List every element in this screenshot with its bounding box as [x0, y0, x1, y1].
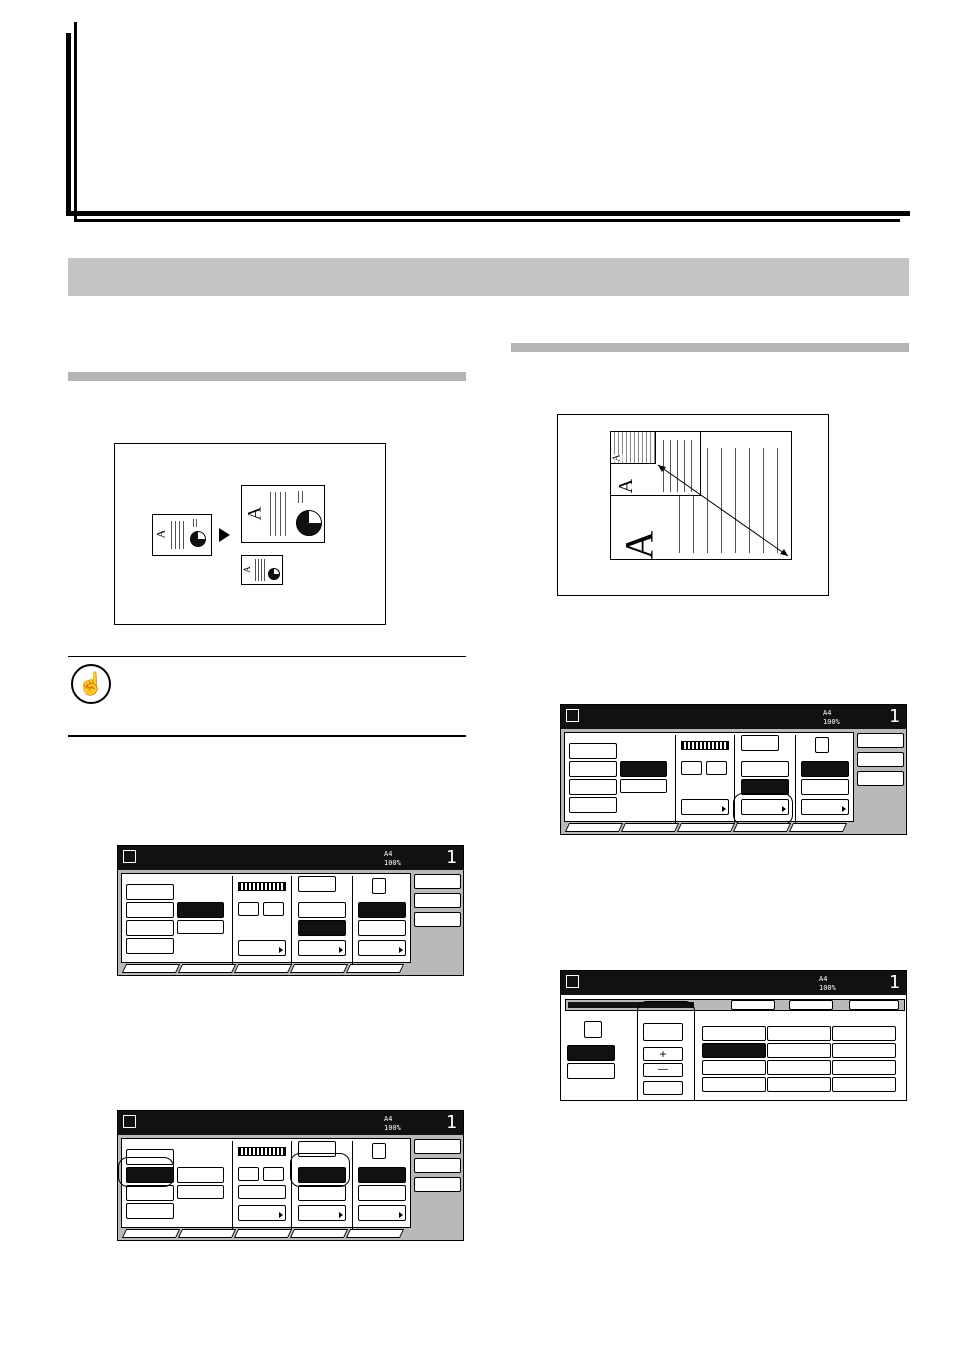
zoom-screen — [560, 970, 907, 1101]
note-rule-top — [68, 656, 466, 657]
paper-size: A4 — [819, 975, 828, 983]
preset-ratio-button[interactable] — [767, 1043, 831, 1058]
paper-size: A4 — [384, 850, 393, 858]
tab-settings[interactable] — [789, 823, 847, 832]
side-option-button[interactable] — [857, 771, 904, 786]
zoom-display — [298, 876, 336, 892]
right-section-bar — [511, 343, 909, 352]
letter-a: A — [241, 566, 252, 573]
paper-size: A4 — [384, 1115, 393, 1123]
zoom-mode-icon — [584, 1021, 602, 1038]
exposure-lighter-button[interactable] — [238, 1167, 259, 1181]
exposure-more-button[interactable] — [238, 1205, 286, 1221]
exposure-lighter-button[interactable] — [681, 761, 702, 775]
bypass-button[interactable] — [177, 920, 224, 934]
exposure-meter — [238, 882, 286, 891]
quality-more-button[interactable] — [358, 940, 406, 956]
original-page — [152, 514, 212, 556]
panel-header — [118, 1111, 463, 1135]
exposure-mode-button[interactable] — [238, 1185, 286, 1199]
exposure-darker-button[interactable] — [263, 1167, 284, 1181]
letter-a: A — [611, 454, 623, 462]
auto-paper-button[interactable] — [177, 1167, 224, 1183]
pie-graphic — [190, 531, 206, 547]
chapter-frame-rule — [66, 211, 910, 216]
original-icon — [566, 709, 579, 722]
paper-drawer-button[interactable] — [569, 797, 617, 813]
original-icon — [123, 850, 136, 863]
cancel-button[interactable] — [789, 1000, 833, 1010]
quality-mode-button[interactable] — [358, 902, 406, 918]
side-option-button[interactable] — [857, 752, 904, 767]
pointing-hand-icon: ☝ — [71, 664, 111, 704]
paper-drawer-button[interactable] — [126, 1203, 174, 1219]
auto-zoom-button[interactable] — [741, 761, 789, 777]
zoom-ratio: 100% — [384, 859, 401, 867]
copy-count: 1 — [889, 972, 900, 993]
preset-ratio-button[interactable] — [702, 1060, 766, 1075]
preset-ratio-button-selected[interactable] — [702, 1043, 766, 1058]
letter-a: A — [615, 478, 638, 494]
paper-drawer-button[interactable] — [126, 902, 174, 918]
highlight-drawer — [118, 1157, 174, 1187]
letter-a: A — [244, 506, 266, 521]
original-icon — [566, 975, 579, 988]
exposure-meter — [681, 741, 729, 750]
side-option-button[interactable] — [414, 1139, 461, 1154]
auto-paper-button[interactable] — [620, 761, 667, 777]
exposure-mode-button[interactable] — [238, 940, 286, 956]
zoom-ratio: 100% — [384, 1124, 401, 1132]
exposure-lighter-button[interactable] — [238, 902, 259, 916]
paper-drawer-button[interactable] — [126, 1185, 174, 1201]
quality-mode-button[interactable] — [358, 1185, 406, 1201]
enlarged-copy — [241, 485, 325, 543]
pie-graphic — [268, 568, 280, 580]
quality-mode-button[interactable] — [358, 1167, 406, 1183]
copy-count: 1 — [889, 706, 900, 727]
tab-function[interactable] — [234, 1229, 292, 1238]
tab-basic[interactable] — [122, 1229, 180, 1238]
tab-user-choice[interactable] — [178, 964, 236, 973]
image-quality-icon — [372, 1143, 386, 1159]
close-button[interactable] — [849, 1000, 899, 1010]
zoom-ratio: 100% — [823, 718, 840, 726]
xy-zoom-button[interactable] — [567, 1063, 615, 1079]
zoom-button[interactable] — [298, 940, 346, 956]
left-section-bar — [68, 372, 466, 381]
side-option-button[interactable] — [857, 733, 904, 748]
quality-mode-button[interactable] — [358, 920, 406, 936]
zoom-display — [741, 735, 779, 751]
quality-mode-button[interactable] — [801, 761, 849, 777]
zoom-ratio: 100% — [819, 984, 836, 992]
side-option-button[interactable] — [414, 1177, 461, 1192]
quality-more-button[interactable] — [358, 1205, 406, 1221]
preset-ratio-button[interactable] — [832, 1077, 896, 1092]
copy-count: 1 — [446, 847, 457, 868]
ten-key-button[interactable] — [643, 1081, 683, 1095]
enlarge-illustration — [114, 443, 386, 625]
preset-ratio-button[interactable] — [832, 1043, 896, 1058]
tab-function[interactable] — [677, 823, 735, 832]
panel-body — [121, 873, 411, 963]
copy-basic-screen — [117, 845, 464, 976]
right-triangle-icon — [219, 528, 230, 542]
quality-mode-button[interactable] — [801, 779, 849, 795]
preset-ratio-button[interactable] — [767, 1026, 831, 1041]
exposure-darker-button[interactable] — [706, 761, 727, 775]
full-size-button[interactable] — [298, 920, 346, 936]
panel-header — [561, 705, 906, 729]
highlight-auto-zoom — [290, 1153, 350, 1187]
side-option-button[interactable] — [414, 1158, 461, 1173]
tab-user-choice[interactable] — [178, 1229, 236, 1238]
zoom-value-display — [643, 1023, 683, 1041]
standard-zoom-button[interactable] — [567, 1045, 615, 1061]
paper-drawer-button[interactable] — [569, 779, 617, 795]
preset-ratio-button[interactable] — [767, 1060, 831, 1075]
original-icon — [123, 1115, 136, 1128]
tab-program[interactable] — [290, 964, 348, 973]
tab-settings[interactable] — [346, 964, 404, 973]
side-option-button[interactable] — [414, 893, 461, 908]
tab-function[interactable] — [234, 964, 292, 973]
copy-basic-screen — [117, 1110, 464, 1241]
bypass-button[interactable] — [177, 1185, 224, 1199]
paper-size: A4 — [823, 709, 832, 717]
tab-basic[interactable] — [122, 964, 180, 973]
tab-program[interactable] — [290, 1229, 348, 1238]
tab-settings[interactable] — [346, 1229, 404, 1238]
exposure-meter — [238, 1147, 286, 1156]
panel-header — [118, 846, 463, 870]
panel-body — [564, 732, 854, 822]
paper-drawer-button[interactable] — [126, 938, 174, 954]
pie-graphic — [296, 510, 322, 536]
paper-drawer-button[interactable] — [569, 761, 617, 777]
tab-basic[interactable] — [565, 823, 623, 832]
letter-a: A — [153, 529, 168, 539]
zoom-illustration — [557, 414, 829, 596]
exposure-mode-button[interactable] — [681, 799, 729, 815]
highlight-zoom-button — [733, 793, 793, 825]
section-banner — [68, 258, 909, 296]
copy-basic-screen — [560, 704, 907, 835]
diagonal-arrow — [558, 415, 830, 597]
paper-drawer-button[interactable] — [126, 920, 174, 936]
letter-a: A — [616, 530, 662, 560]
zoom-button[interactable] — [298, 1205, 346, 1221]
reduced-copy — [241, 555, 283, 585]
side-option-button[interactable] — [414, 874, 461, 889]
preset-ratio-button[interactable] — [832, 1060, 896, 1075]
bypass-button[interactable] — [620, 779, 667, 793]
preset-ratio-button[interactable] — [832, 1026, 896, 1041]
copy-count: 1 — [446, 1112, 457, 1133]
paper-drawer-button[interactable] — [126, 884, 174, 900]
preset-ratio-button[interactable] — [767, 1077, 831, 1092]
chapter-frame-bar — [66, 33, 71, 216]
back-button[interactable] — [731, 1000, 775, 1010]
image-quality-icon — [815, 737, 829, 753]
auto-zoom-button[interactable] — [298, 902, 346, 918]
tab-program[interactable] — [733, 823, 791, 832]
chapter-frame-rule — [74, 219, 900, 222]
preset-ratio-button[interactable] — [702, 1077, 766, 1092]
preset-ratio-button[interactable] — [702, 1026, 766, 1041]
image-quality-icon — [372, 878, 386, 894]
chapter-frame-bar — [74, 22, 77, 222]
plus-button[interactable]: + — [643, 1047, 683, 1061]
tab-user-choice[interactable] — [621, 823, 679, 832]
quality-more-button[interactable] — [801, 799, 849, 815]
paper-drawer-button[interactable] — [569, 743, 617, 759]
panel-header — [561, 971, 906, 995]
minus-button[interactable]: — — [643, 1063, 683, 1077]
side-option-button[interactable] — [414, 912, 461, 927]
full-size-button[interactable] — [298, 1185, 346, 1201]
auto-paper-button[interactable] — [177, 902, 224, 918]
exposure-darker-button[interactable] — [263, 902, 284, 916]
note-rule-bottom — [68, 735, 466, 737]
